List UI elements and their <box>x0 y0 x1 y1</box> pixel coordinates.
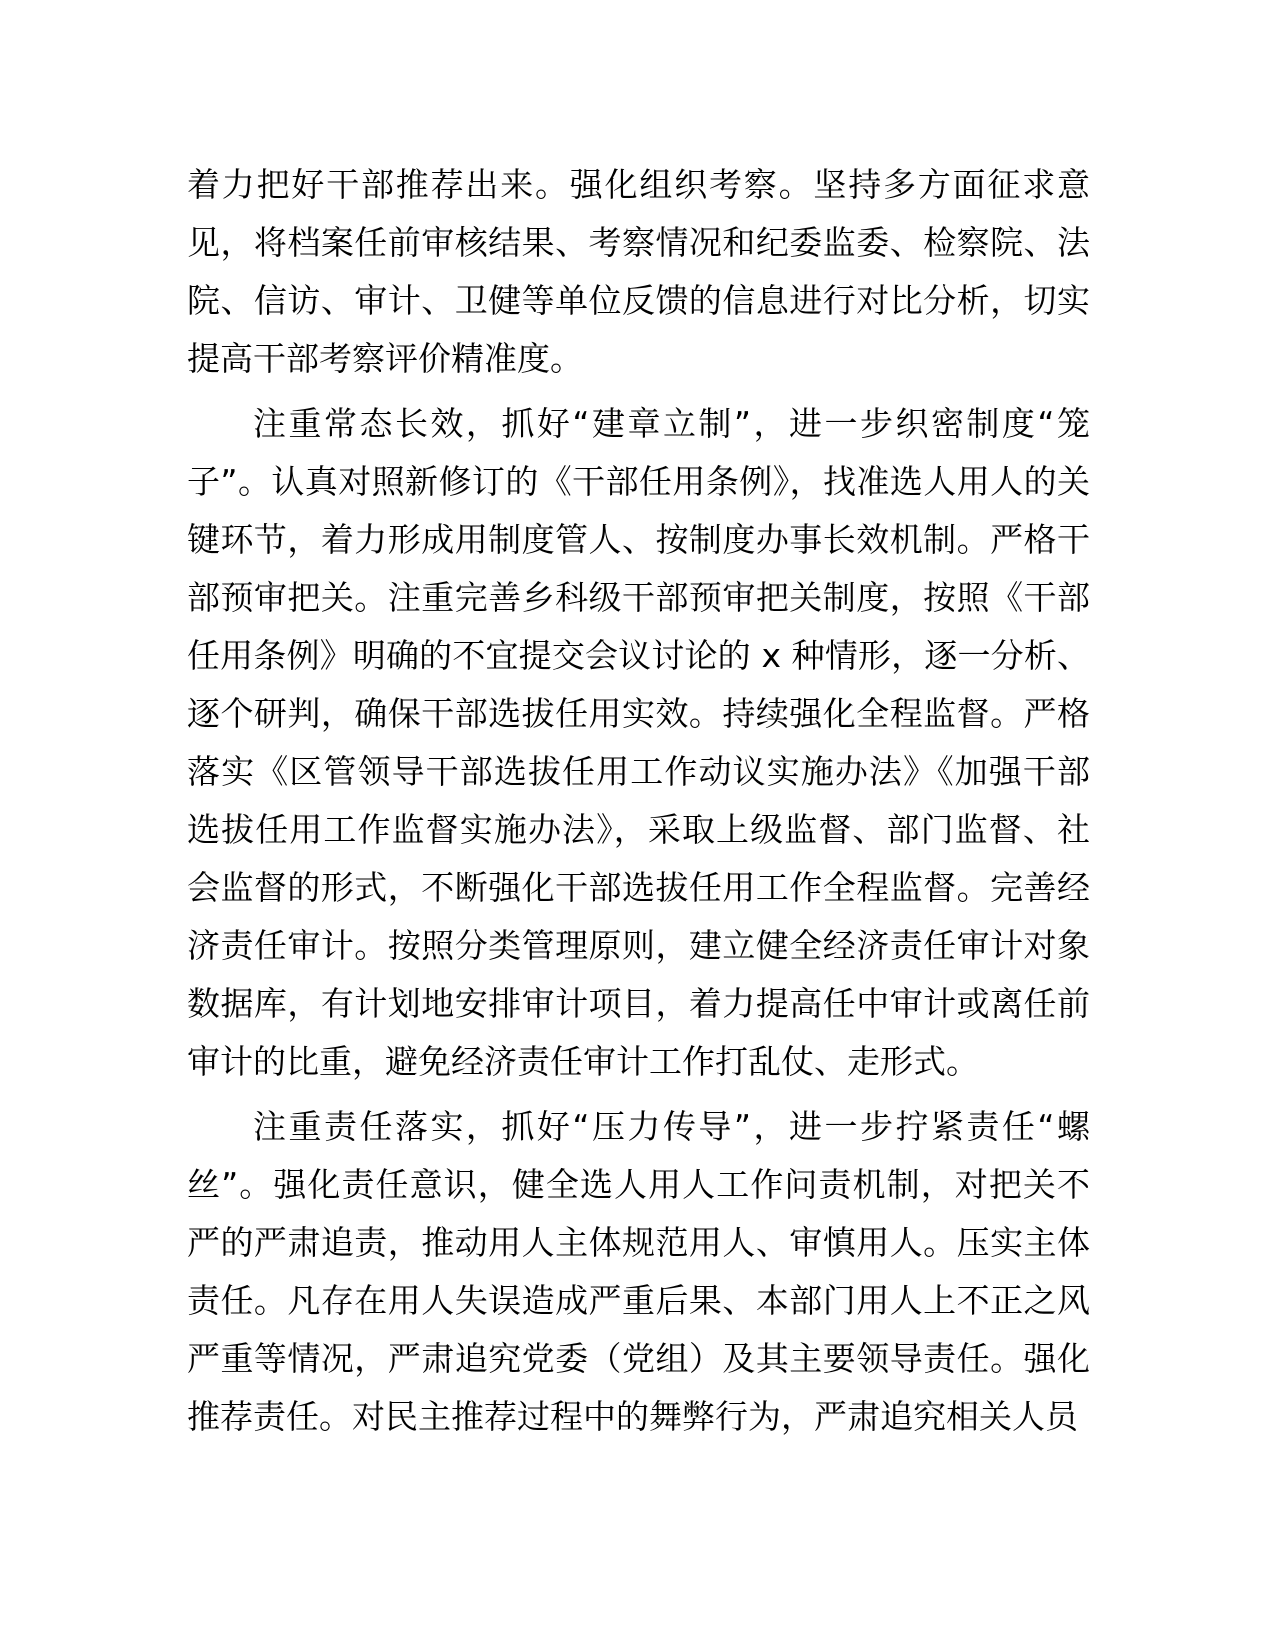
paragraph-3: 注重责任落实，抓好“压力传导”，进一步拧紧责任“螺丝”。强化责任意识，健全选人用人工作问责机制，对把关不严的严肃追责，推动用人主体规范用人、审慎用人。压实主体责任。凡存在用人失误造成严重后果、本部门用人上不正之风严重等情况，严肃追究党委（党组）及其主要领导责任。强化推荐责任。对民主推荐过程中的舞弊行为，严肃追究相关人员 <box>187 1107 1090 1436</box>
paragraph-2: 注重常态长效，抓好“建章立制”，进一步织密制度“笼子”。认真对照新修订的《干部任用条例》，找准选人用人的关键环节，着力形成用制度管人、按制度办事长效机制。严格干部预审把关。注重完善乡科级干部预审把关制度，按照《干部任用条例》明确的不宜提交会议讨论的 x 种情形，逐一分析、逐个研判，确保干部选拔任用实效。持续强化全程监督。严格落实《区管领导干部选拔任用工作动议实施办法》《加强干部选拔任用工作监督实施办法》，采取上级监督、部门监督、社会监督的形式，不断强化干部选拔任用工作全程监督。完善经济责任审计。按照分类管理原则，建立健全经济责任审计对象数据库，有计划地安排审计项目，着力提高任中审计或离任前审计的比重，避免经济责任审计工作打乱仗、走形式。 <box>187 404 1090 1081</box>
paragraph-1: 着力把好干部推荐出来。强化组织考察。坚持多方面征求意见，将档案任前审核结果、考察情况和纪委监委、检察院、法院、信访、审计、卫健等单位反馈的信息进行对比分析，切实提高干部考察评价精准度。 <box>187 165 1090 378</box>
document-body <box>187 156 1090 1453</box>
